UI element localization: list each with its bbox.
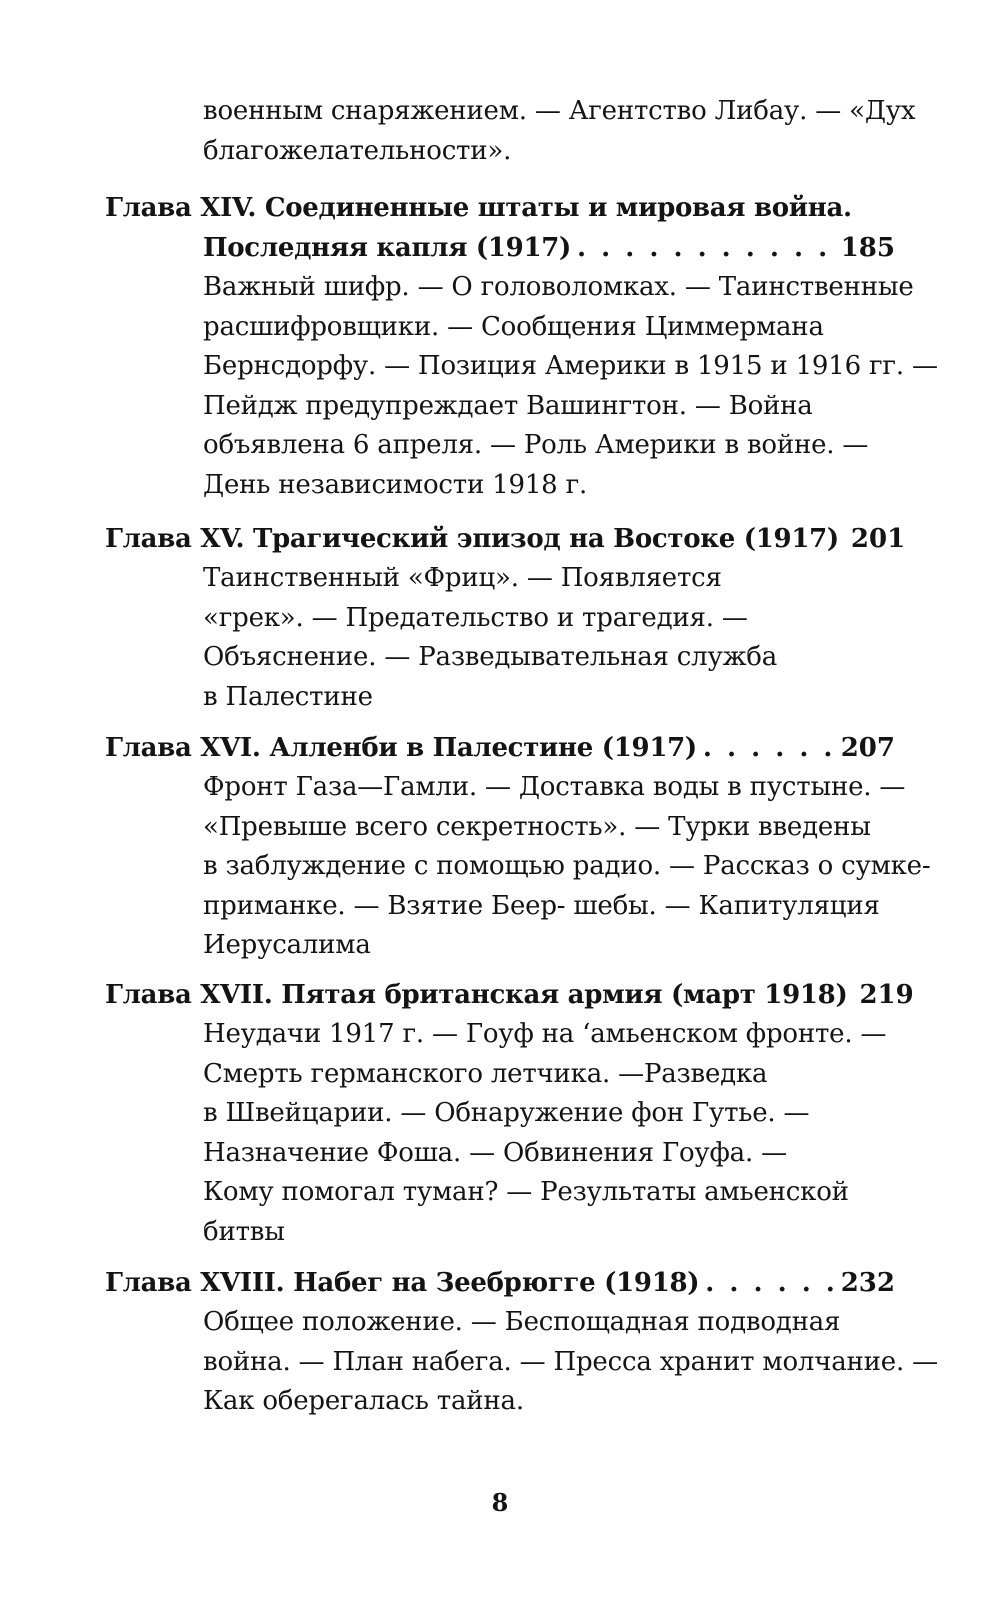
text-line: война. — План набега. — Пресса хранит молчание. — — [203, 1346, 938, 1377]
text-line: Как оберегалась тайна. — [203, 1386, 524, 1416]
page-number: 232 — [840, 1268, 895, 1298]
text-line: Иерусалима — [203, 930, 371, 960]
text-line: «Превыше всего секретность». — Турки введены — [203, 811, 871, 842]
text-line: объявлена 6 апреля. — Роль Америки в войне. — — [203, 430, 869, 460]
text-line: Важный шифр. — О головоломках. — Таинственные — [203, 272, 914, 302]
chapter-heading — [105, 520, 906, 560]
page-number: 219 — [859, 980, 914, 1010]
text-line: Пейдж предупреждает Вашингтон. — Война — [203, 390, 813, 421]
text-line: в Швейцарии. — Обнаружение фон Гутье. — — [203, 1098, 810, 1128]
text-line: Назначение Фоша. — Обвинения Гоуфа. — — [203, 1137, 787, 1168]
text-line: Бернсдорфу. — Позиция Америки в 1915 и 1916 гг. — — [203, 351, 938, 381]
dot-leader — [705, 1264, 834, 1304]
page-number: 207 — [840, 733, 895, 763]
chapter-title-continued: Последняя капля (1917) — [203, 232, 572, 263]
text-line: Общее положение. — Беспощадная подводная — [203, 1307, 841, 1337]
text-line: битвы — [203, 1216, 285, 1247]
chapter-title: Глава XVII. Пятая британская армия (март 1918) — [105, 980, 848, 1010]
text-line: День независимости 1918 г. — [203, 469, 588, 500]
text-line: «грек». — Предательство и трагедия. — — [203, 602, 748, 633]
text-line: расшифровщики. — Сообщения Циммермана — [203, 311, 824, 342]
chapter-heading-continued — [105, 229, 895, 269]
text-line: Смерть германского летчика. —Разведка — [203, 1058, 768, 1089]
dot-leader — [577, 229, 835, 269]
chapter-title: Глава XVI. Алленби в Палестине (1917) — [105, 733, 697, 763]
page-folio-number: 8 — [491, 1488, 509, 1517]
toc-entry-chapter-14 — [105, 189, 895, 268]
toc-entry-chapter-17 — [105, 976, 914, 1016]
chapter-title: Глава XV. Трагический эпизод на Востоке (1917) — [105, 524, 839, 554]
text-line: Кому помогал туман? — Результаты амьенской — [203, 1177, 849, 1207]
chapter-title: Глава XVIII. Набег на Зеебрюгге (1918) — [105, 1268, 700, 1298]
chapter-title: Глава XIV. Соединенные штаты и мировая война. — [105, 193, 852, 223]
text-line: приманке. — Взятие Беер- шебы. — Капитуляция — [203, 890, 880, 921]
continuation-text — [203, 92, 916, 171]
chapter-heading — [105, 729, 895, 769]
text-line: Объяснение. — Разведывательная служба — [203, 642, 778, 672]
chapter-heading — [105, 976, 914, 1016]
text-line: Неудачи 1917 г. — Гоуф на ‘амьенском фронте. — — [203, 1019, 887, 1049]
chapter-heading — [105, 189, 895, 229]
dot-leader — [703, 729, 835, 769]
page-number: 185 — [840, 232, 895, 263]
chapter-summary — [203, 1015, 903, 1252]
text-line: Таинственный «Фриц». — Появляется — [203, 563, 722, 593]
page-number: 201 — [850, 524, 906, 554]
chapter-summary — [203, 268, 938, 505]
text-line: в Палестине — [203, 681, 373, 712]
chapter-summary — [203, 559, 903, 717]
text-line: военным снаряжением. — Агентство Либау. — «Дух — [203, 96, 916, 126]
chapter-heading — [105, 1264, 895, 1304]
chapter-summary — [203, 768, 931, 966]
toc-entry-chapter-18 — [105, 1264, 895, 1304]
toc-entry-chapter-16 — [105, 729, 895, 769]
text-line: Фронт Газа—Гамли. — Доставка воды в пустыне. — — [203, 772, 906, 802]
text-line: в заблуждение с помощью радио. — Рассказ о сумке- — [203, 851, 931, 881]
toc-entry-chapter-15 — [105, 520, 906, 560]
text-line: благожелательности». — [203, 135, 512, 166]
chapter-summary — [203, 1303, 938, 1422]
